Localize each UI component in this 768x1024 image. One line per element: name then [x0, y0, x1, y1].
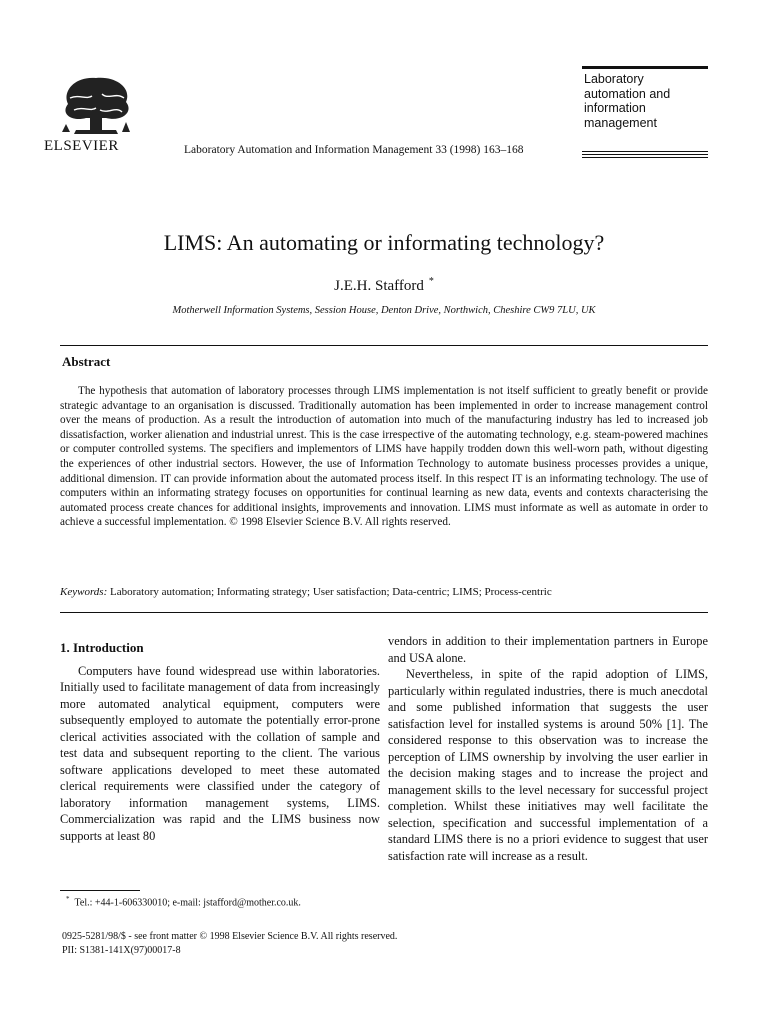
- divider: [60, 612, 708, 613]
- author-affiliation: Motherwell Information Systems, Session House, Denton Drive, Northwich, Cheshire CW9 7LU, UK: [172, 305, 596, 316]
- journal-box-rule: [582, 154, 708, 155]
- copyright-line: 0925-5281/98/$ - see front matter © 1998 Elsevier Science B.V. All rights reserved.: [62, 931, 398, 942]
- journal-box-line: automation and: [584, 86, 671, 101]
- journal-title-box: [582, 66, 708, 134]
- footnote-rule: [60, 890, 140, 891]
- abstract-text: The hypothesis that automation of laboratory processes through LIMS implementation is not itself sufficient to greatly benefit or provide strategic advantage to an organisation is discussed. Traditionally automation has been implemented in order to increase management control over the means of production. As a result the introduction of automation into much of the manufacturing industry has led to increased job dissatisfaction, worker alienation and industrial unrest. This is the case irrespective of the automating technology, e.g. steam-powered machines or computer controlled systems. The specifiers and implementors of LIMS have happily trodden down this well-worn path, without digesting the experiences of other industrial sectors. However, the use of Information Technology to automate business processes provides a unique, additional dimension. IT can provide information about the automated process itself. In this respect IT is an informating technology. The use of computers within an informating strategy focuses on opportunities for continual learning as new data, events and contexts characterising the automated process create chances for additional insights, improvements and innovation. LIMS must informate as well as automate in order to achieve a successful implementation. © 1998 Elsevier Science B.V. All rights reserved.: [60, 385, 708, 529]
- footnote-text: Tel.: +44-1-606330010; e-mail: jstafford@mother.co.uk.: [74, 897, 301, 909]
- body-right-column: [388, 633, 708, 864]
- publisher-logo: [44, 70, 144, 155]
- author-line: [0, 276, 768, 295]
- pii-line: PII: S1381-141X(97)00017-8: [62, 945, 181, 956]
- body-paragraph: Computers have found widespread use within laboratories. Initially used to facilitate management of data from increasingly more automated analytical equipment, computers were subsequently employed to automate the potentially error-prone clerical activities associated with the collation of sample and test data and subsequent reporting to the client. The various software applications developed to meet these automated clerical requirements were classified under the category of laboratory information management systems, LIMS. Commercialization was rapid and the LIMS business now supports at least 80: [60, 663, 380, 843]
- journal-box-rule: [582, 151, 708, 152]
- elsevier-tree-icon: [56, 70, 136, 136]
- keywords-text: Laboratory automation; Informating strategy; User satisfaction; Data-centric; LIMS; Process-centric: [110, 586, 552, 598]
- author-name: J.E.H. Stafford: [334, 278, 424, 294]
- author-footnote-mark: *: [428, 276, 434, 287]
- publisher-name: ELSEVIER: [44, 138, 119, 154]
- footnote: [66, 895, 301, 908]
- keywords-label: Keywords:: [60, 586, 108, 598]
- abstract-heading: Abstract: [62, 354, 111, 369]
- journal-box-line: Laboratory: [584, 72, 644, 86]
- keywords: [60, 586, 708, 598]
- copyright-block: [62, 930, 397, 958]
- article-title: LIMS: An automating or informating technology?: [163, 230, 605, 255]
- footnote-mark: *: [66, 895, 70, 903]
- journal-box-line: information: [584, 101, 646, 115]
- body-paragraph: Nevertheless, in spite of the rapid adoption of LIMS, particularly within regulated industries, there is much anecdotal and some published information that suggests the user satisfaction level for installed systems is around 50% [1]. The considered response to this observation was to increase the perception of LIMS ownership by involving the user earlier in the decision making stages and to increase the project and management skills to the level necessary for successful project completion. Whilst these initiatives may well facilitate the selection, specification and successful implementation of a standard LIMS there is no a priori evidence to suggest that user satisfaction rate will increase as a result.: [388, 667, 708, 863]
- body-paragraph: vendors in addition to their implementation partners in Europe and USA alone.: [388, 634, 708, 665]
- journal-box-line: management: [584, 115, 657, 130]
- journal-box-bottom-rules: [582, 149, 708, 158]
- journal-box-title: [582, 69, 708, 134]
- journal-citation: Laboratory Automation and Information Management 33 (1998) 163–168: [184, 144, 524, 156]
- body-left-column: [60, 640, 380, 844]
- journal-box-rule: [582, 157, 708, 158]
- section-heading: 1. Introduction: [60, 640, 144, 655]
- divider: [60, 345, 708, 346]
